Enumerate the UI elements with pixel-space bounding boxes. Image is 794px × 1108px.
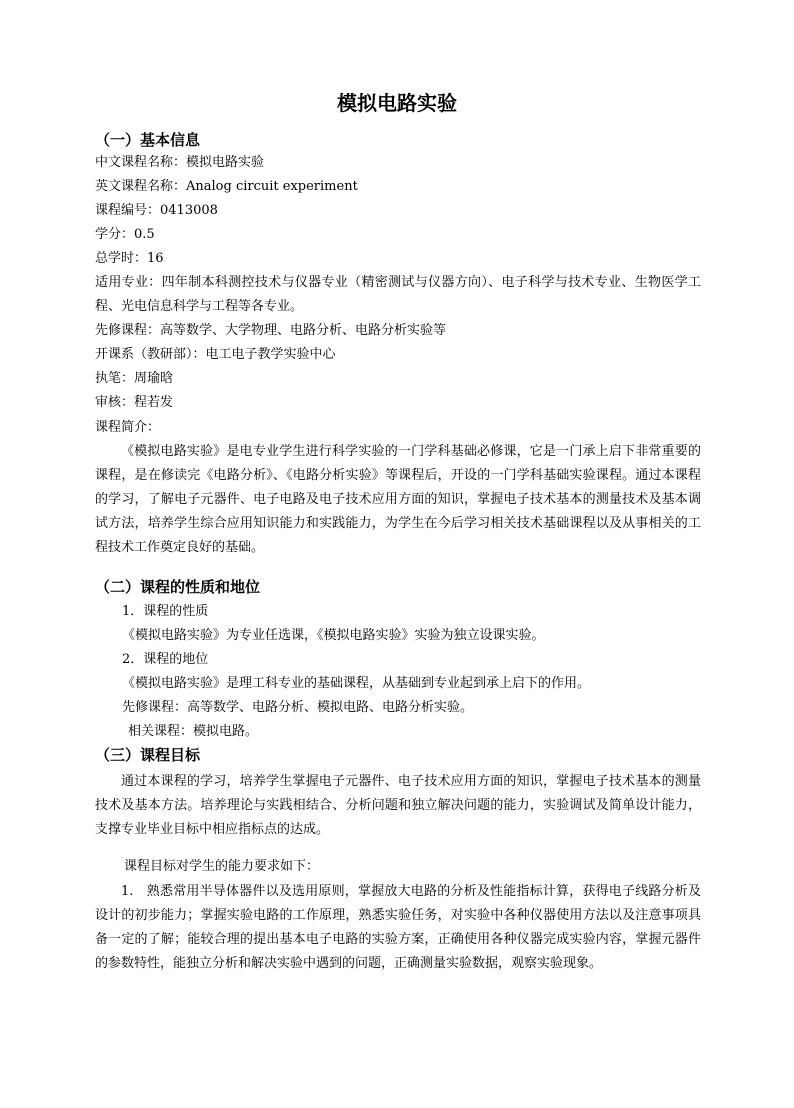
course-intro: 《模拟电路实验》是电专业学生进行科学实验的一门学科基础必修课，它是一门承上启下非常重要的课程，是在修读完《电路分析》、《电路分析实验》等课程后，开设的一门学科基础实验课程。通过本课程的学习，了解电子元器件、电子电路及电子技术应用方面的知识，掌握电子技术基本的测量技术及基本调试方法，培养学生综合应用知识能力和实践能力，为学生在今后学习相关技术基础课程以及从事相关的工程技术工作奠定良好的基础。 <box>95 444 701 555</box>
related-courses: 相关课程：模拟电路。 <box>128 724 259 739</box>
prerequisite-courses: 先修课程：高等数学、大学物理、电路分析、电路分析实验等 <box>95 323 447 338</box>
course-hours: 总学时：16 <box>95 251 164 266</box>
offering-department: 开课系（教研部）：电工电子教学实验中心 <box>95 347 336 362</box>
section-heading-basic-info: （一）基本信息 <box>95 131 201 149</box>
course-credits: 学分：0.5 <box>95 227 155 242</box>
intro-label: 课程简介： <box>95 420 161 435</box>
position-text: 《模拟电路实验》是理工科专业的基础课程，从基础到专业起到承上启下的作用。 <box>122 676 591 691</box>
course-name-en: 英文课程名称：Analog circuit experiment <box>95 179 358 194</box>
subheading-nature: 1．课程的性质 <box>122 604 209 619</box>
requirement-item-1: 1. 熟悉常用半导体器件以及选用原则，掌握放大电路的分析及性能指标计算，获得电子线路分析及设计的初步能力；掌握实验电路的工作原理，熟悉实验任务，对实验中各种仪器使用方法以及注意事项具备一定的了解；能较合理的提出基本电子电路的实验方案，正确使用各种仪器完成实验内容，掌握元器件的参数特性，能独立分析和解决实验中遇到的问题，正确测量实验数据，观察实验现象。 <box>95 884 701 971</box>
objectives-paragraph: 通过本课程的学习，培养学生掌握电子元器件、电子技术应用方面的知识，掌握电子技术基本的测量技术及基本方法。培养理论与实践相结合、分析问题和独立解决问题的能力，实验调试及简单设计能力，支撑专业毕业目标中相应指标点的达成。 <box>95 774 701 837</box>
course-code: 课程编号：0413008 <box>95 203 218 218</box>
author: 执笔：周瑜晗 <box>95 371 174 386</box>
course-name-cn: 中文课程名称：模拟电路实验 <box>95 155 265 170</box>
applicable-majors: 适用专业：四年制本科测控技术与仪器专业（精密测试与仪器方向）、电子科学与技术专业、生物医学工程、光电信息科学与工程等各专业。 <box>95 275 701 314</box>
reviewer: 审核：程若发 <box>95 395 174 410</box>
prerequisite-text: 先修课程：高等数学、电路分析、模拟电路、电路分析实验。 <box>122 700 474 715</box>
nature-text: 《模拟电路实验》为专业任选课，《模拟电路实验》实验为独立设课实验。 <box>122 628 545 643</box>
subheading-position: 2．课程的地位 <box>122 652 209 667</box>
document-title: 模拟电路实验 <box>337 91 457 115</box>
section-heading-objectives: （三）课程目标 <box>95 746 201 764</box>
section-heading-nature: （二）课程的性质和地位 <box>95 578 261 596</box>
requirements-label: 课程目标对学生的能力要求如下： <box>124 859 320 874</box>
